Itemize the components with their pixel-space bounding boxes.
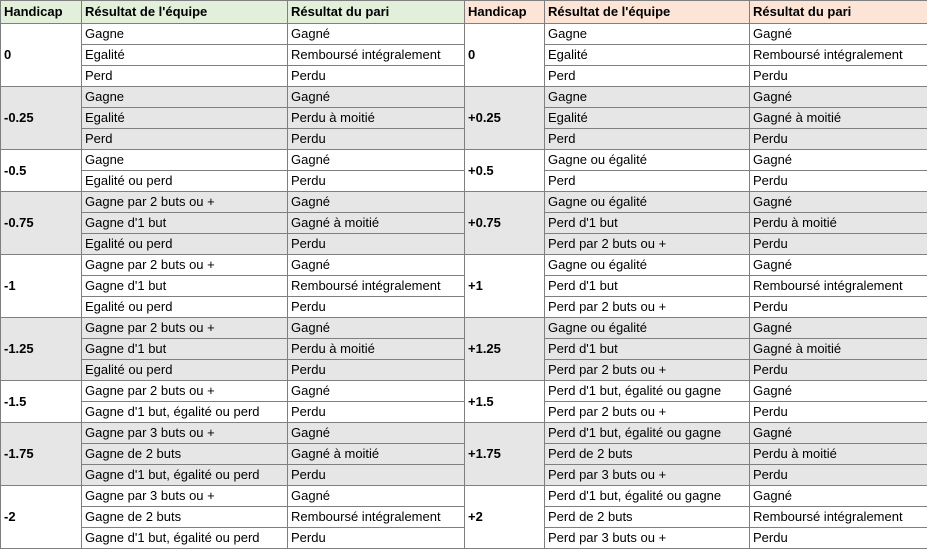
bet-result-left-cell: Perdu à moitié [288, 339, 465, 360]
team-result-right-cell: Perd par 2 buts ou + [545, 234, 750, 255]
bet-result-right-cell: Gagné [750, 423, 927, 444]
team-result-left-cell: Egalité ou perd [82, 171, 288, 192]
header-bet-result-left: Résultat du pari [288, 1, 465, 24]
table-row [1, 444, 927, 465]
table-row [1, 465, 927, 486]
team-result-left-cell: Gagne [82, 150, 288, 171]
team-result-right-cell: Perd [545, 171, 750, 192]
table-row [1, 213, 927, 234]
table-row [1, 87, 927, 108]
handicap-right-cell: +1.5 [465, 381, 545, 423]
table-row [1, 423, 927, 444]
bet-result-right-cell: Perdu [750, 66, 927, 87]
team-result-left-cell: Gagne de 2 buts [82, 444, 288, 465]
handicap-left-cell: -1.25 [1, 318, 82, 381]
bet-result-right-cell: Gagné [750, 150, 927, 171]
bet-result-right-cell: Gagné [750, 486, 927, 507]
team-result-right-cell: Perd [545, 129, 750, 150]
bet-result-left-cell: Gagné [288, 255, 465, 276]
team-result-left-cell: Gagne par 2 buts ou + [82, 255, 288, 276]
handicap-left-cell: -2 [1, 486, 82, 549]
table-row [1, 297, 927, 318]
handicap-left-cell: -0.5 [1, 150, 82, 192]
handicap-left-cell: -1 [1, 255, 82, 318]
handicap-left-cell: -1.5 [1, 381, 82, 423]
handicap-left-cell: -1.75 [1, 423, 82, 486]
team-result-right-cell: Gagne ou égalité [545, 192, 750, 213]
handicap-right-cell: +2 [465, 486, 545, 549]
handicap-right-cell: +1.25 [465, 318, 545, 381]
team-result-left-cell: Gagne [82, 87, 288, 108]
handicap-left-cell: 0 [1, 24, 82, 87]
header-team-result-left: Résultat de l'équipe [82, 1, 288, 24]
table-row [1, 528, 927, 549]
bet-result-right-cell: Perdu [750, 234, 927, 255]
bet-result-right-cell: Gagné [750, 24, 927, 45]
bet-result-right-cell: Gagné [750, 87, 927, 108]
header-handicap-left: Handicap [1, 1, 82, 24]
team-result-right-cell: Perd d'1 but [545, 276, 750, 297]
team-result-left-cell: Egalité [82, 108, 288, 129]
table-row [1, 234, 927, 255]
bet-result-left-cell: Perdu [288, 297, 465, 318]
bet-result-left-cell: Gagné à moitié [288, 213, 465, 234]
handicap-right-cell: 0 [465, 24, 545, 87]
team-result-left-cell: Gagne d'1 but, égalité ou perd [82, 465, 288, 486]
team-result-left-cell: Gagne [82, 24, 288, 45]
bet-result-left-cell: Gagné [288, 318, 465, 339]
team-result-right-cell: Perd d'1 but, égalité ou gagne [545, 423, 750, 444]
handicap-left-cell: -0.25 [1, 87, 82, 150]
bet-result-right-cell: Remboursé intégralement [750, 276, 927, 297]
bet-result-right-cell: Gagné [750, 192, 927, 213]
bet-result-left-cell: Gagné [288, 150, 465, 171]
bet-result-right-cell: Gagné [750, 255, 927, 276]
bet-result-left-cell: Perdu [288, 528, 465, 549]
team-result-right-cell: Perd par 2 buts ou + [545, 297, 750, 318]
bet-result-right-cell: Perdu [750, 297, 927, 318]
table-row [1, 360, 927, 381]
team-result-left-cell: Gagne d'1 but [82, 276, 288, 297]
bet-result-right-cell: Gagné à moitié [750, 108, 927, 129]
bet-result-left-cell: Perdu à moitié [288, 108, 465, 129]
bet-result-left-cell: Gagné [288, 24, 465, 45]
handicap-right-cell: +1 [465, 255, 545, 318]
table-row [1, 486, 927, 507]
team-result-right-cell: Perd d'1 but [545, 339, 750, 360]
bet-result-left-cell: Remboursé intégralement [288, 45, 465, 66]
bet-result-right-cell: Perdu [750, 360, 927, 381]
team-result-left-cell: Gagne d'1 but, égalité ou perd [82, 402, 288, 423]
bet-result-left-cell: Gagné [288, 381, 465, 402]
bet-result-left-cell: Gagné [288, 423, 465, 444]
table-row [1, 402, 927, 423]
table-row [1, 276, 927, 297]
bet-result-left-cell: Perdu [288, 234, 465, 255]
table-row [1, 339, 927, 360]
team-result-left-cell: Gagne par 2 buts ou + [82, 381, 288, 402]
table-row [1, 171, 927, 192]
team-result-left-cell: Gagne d'1 but [82, 213, 288, 234]
team-result-right-cell: Perd par 3 buts ou + [545, 465, 750, 486]
header-team-result-right: Résultat de l'équipe [545, 1, 750, 24]
table-row [1, 255, 927, 276]
table-row [1, 150, 927, 171]
team-result-left-cell: Egalité ou perd [82, 297, 288, 318]
team-result-left-cell: Gagne par 2 buts ou + [82, 192, 288, 213]
bet-result-left-cell: Perdu [288, 66, 465, 87]
handicap-right-cell: +0.25 [465, 87, 545, 150]
team-result-right-cell: Gagne ou égalité [545, 255, 750, 276]
bet-result-left-cell: Gagné à moitié [288, 444, 465, 465]
header-bet-result-right: Résultat du pari [750, 1, 927, 24]
team-result-left-cell: Gagne d'1 but, égalité ou perd [82, 528, 288, 549]
table-row [1, 129, 927, 150]
bet-result-right-cell: Remboursé intégralement [750, 45, 927, 66]
team-result-right-cell: Perd d'1 but [545, 213, 750, 234]
bet-result-left-cell: Perdu [288, 402, 465, 423]
header-row [1, 1, 927, 24]
table-row [1, 66, 927, 87]
team-result-right-cell: Perd par 2 buts ou + [545, 360, 750, 381]
team-result-left-cell: Gagne par 3 buts ou + [82, 423, 288, 444]
team-result-right-cell: Perd d'1 but, égalité ou gagne [545, 381, 750, 402]
bet-result-left-cell: Remboursé intégralement [288, 276, 465, 297]
team-result-right-cell: Perd de 2 buts [545, 507, 750, 528]
handicap-right-cell: +0.5 [465, 150, 545, 192]
bet-result-right-cell: Perdu à moitié [750, 444, 927, 465]
table-row [1, 381, 927, 402]
team-result-left-cell: Perd [82, 129, 288, 150]
bet-result-right-cell: Perdu [750, 465, 927, 486]
table-row [1, 507, 927, 528]
team-result-left-cell: Perd [82, 66, 288, 87]
bet-result-left-cell: Perdu [288, 360, 465, 381]
bet-result-left-cell: Gagné [288, 87, 465, 108]
bet-result-left-cell: Gagné [288, 192, 465, 213]
table-row [1, 318, 927, 339]
bet-result-right-cell: Perdu [750, 528, 927, 549]
bet-result-right-cell: Gagné [750, 318, 927, 339]
team-result-right-cell: Perd de 2 buts [545, 444, 750, 465]
bet-result-left-cell: Perdu [288, 465, 465, 486]
team-result-left-cell: Gagne de 2 buts [82, 507, 288, 528]
table-row [1, 108, 927, 129]
team-result-left-cell: Gagne par 3 buts ou + [82, 486, 288, 507]
bet-result-right-cell: Perdu à moitié [750, 213, 927, 234]
handicap-right-cell: +1.75 [465, 423, 545, 486]
team-result-left-cell: Egalité ou perd [82, 360, 288, 381]
team-result-right-cell: Gagne ou égalité [545, 150, 750, 171]
team-result-right-cell: Gagne ou égalité [545, 318, 750, 339]
team-result-right-cell: Perd par 3 buts ou + [545, 528, 750, 549]
bet-result-right-cell: Perdu [750, 171, 927, 192]
table-body [1, 24, 927, 549]
team-result-right-cell: Egalité [545, 45, 750, 66]
bet-result-right-cell: Gagné [750, 381, 927, 402]
table-row [1, 45, 927, 66]
bet-result-right-cell: Perdu [750, 129, 927, 150]
bet-result-left-cell: Perdu [288, 171, 465, 192]
header-handicap-right: Handicap [465, 1, 545, 24]
handicap-left-cell: -0.75 [1, 192, 82, 255]
bet-result-left-cell: Perdu [288, 129, 465, 150]
bet-result-left-cell: Remboursé intégralement [288, 507, 465, 528]
team-result-right-cell: Perd par 2 buts ou + [545, 402, 750, 423]
team-result-right-cell: Perd [545, 66, 750, 87]
bet-result-right-cell: Remboursé intégralement [750, 507, 927, 528]
table-row [1, 24, 927, 45]
table-row [1, 192, 927, 213]
bet-result-right-cell: Gagné à moitié [750, 339, 927, 360]
team-result-left-cell: Gagne d'1 but [82, 339, 288, 360]
team-result-left-cell: Egalité ou perd [82, 234, 288, 255]
handicap-right-cell: +0.75 [465, 192, 545, 255]
team-result-right-cell: Gagne [545, 24, 750, 45]
team-result-left-cell: Gagne par 2 buts ou + [82, 318, 288, 339]
team-result-left-cell: Egalité [82, 45, 288, 66]
team-result-right-cell: Gagne [545, 87, 750, 108]
team-result-right-cell: Perd d'1 but, égalité ou gagne [545, 486, 750, 507]
bet-result-left-cell: Gagné [288, 486, 465, 507]
bet-result-right-cell: Perdu [750, 402, 927, 423]
team-result-right-cell: Egalité [545, 108, 750, 129]
